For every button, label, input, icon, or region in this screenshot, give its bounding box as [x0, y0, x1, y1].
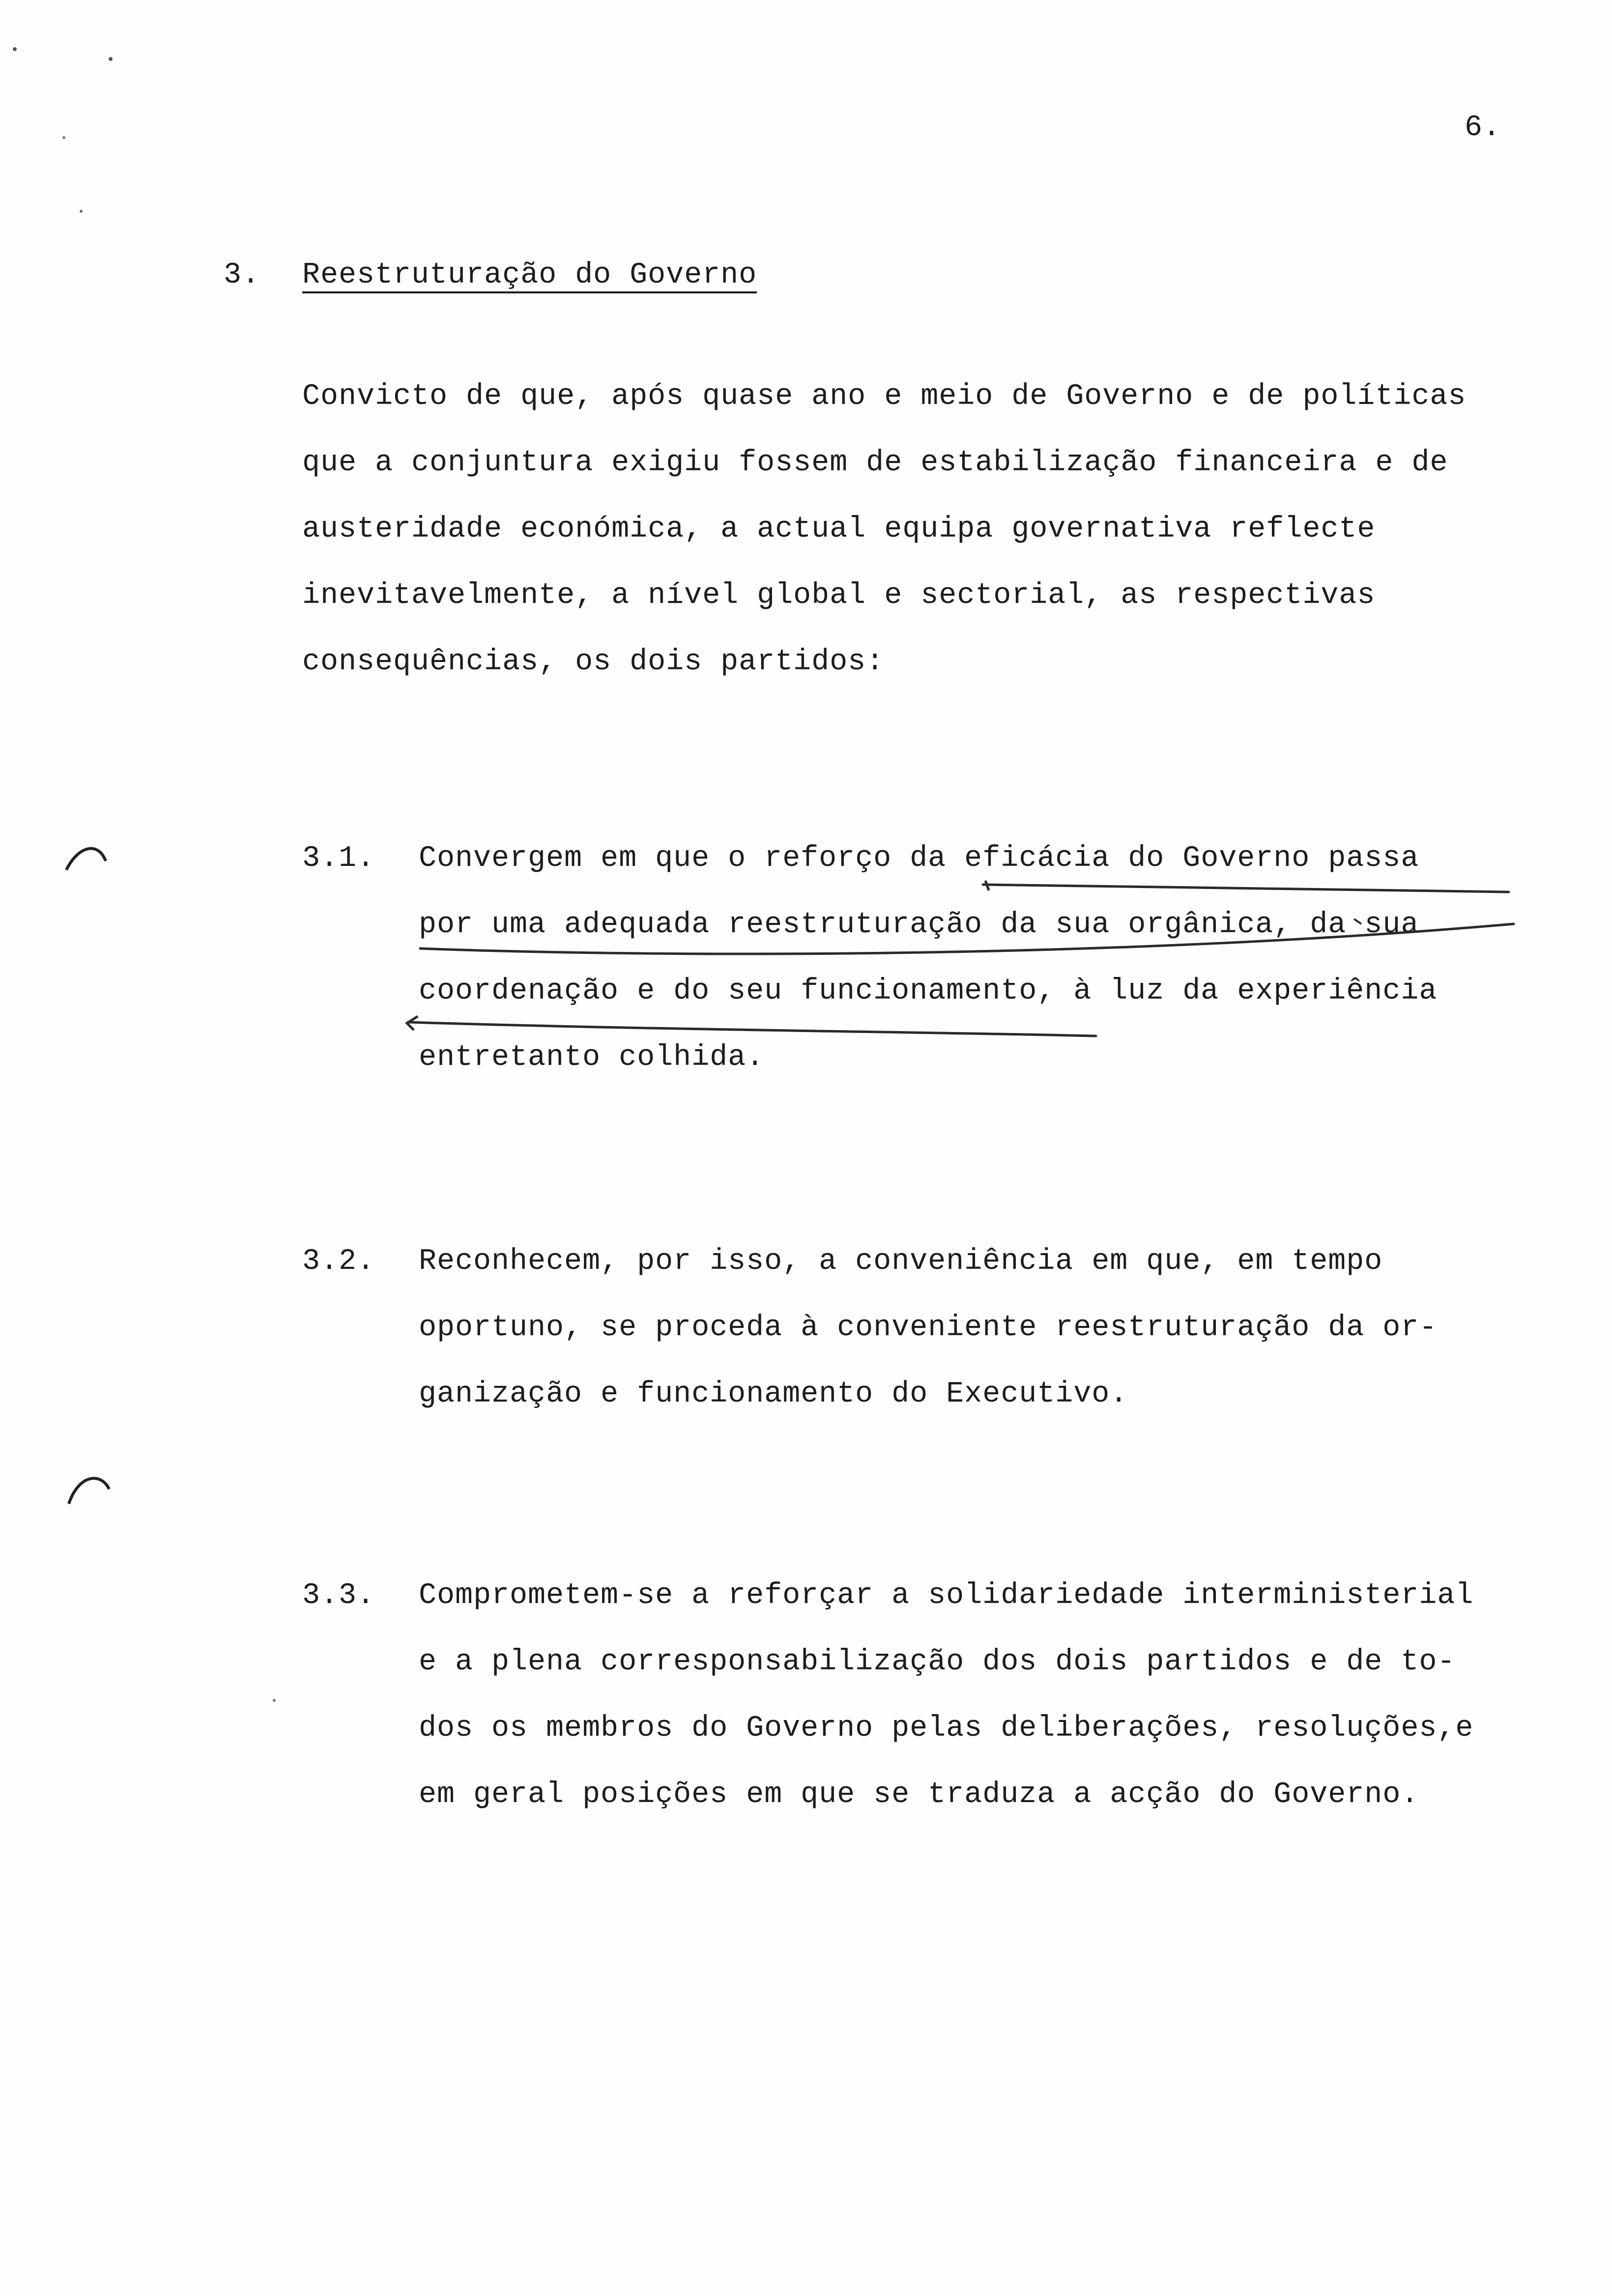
item-line: por uma adequada reestruturação da sua orgânica, da sua: [419, 908, 1419, 942]
item-number-3-3: 3.3.: [302, 1579, 375, 1612]
speck: [273, 1699, 276, 1702]
intro-line: Convicto de que, após quase ano e meio de Governo e de políticas: [302, 380, 1467, 413]
item-line: coordenação e do seu funcionamento, à luz da experiência: [419, 975, 1438, 1008]
intro-line: que a conjuntura exigiu fossem de estabilização financeira e de: [302, 446, 1448, 480]
pen-hook-3: [407, 1016, 418, 1030]
section-number: 3.: [224, 258, 260, 292]
item-line: ganização e funcionamento do Executivo.: [419, 1378, 1128, 1411]
item-line: dos os membros do Governo pelas deliberações, resoluções,e: [419, 1712, 1474, 1745]
page-number: 6.: [1465, 111, 1501, 144]
item-line: Reconhecem, por isso, a conveniência em que, em tempo: [419, 1245, 1383, 1278]
item-line: Comprometem-se a reforçar a solidariedade interministerial: [419, 1579, 1474, 1612]
speck: [62, 136, 65, 139]
item-text-3-1: [419, 826, 1437, 1091]
intro-line: austeridade económica, a actual equipa governativa reflecte: [302, 513, 1376, 546]
speck: [109, 57, 113, 61]
item-line: oportuno, se proceda à conveniente reestruturação da or-: [419, 1311, 1438, 1345]
item-number-3-1: 3.1.: [302, 842, 375, 875]
item-text-3-2: [419, 1229, 1437, 1428]
speck: [80, 210, 83, 213]
item-line: Convergem em que o reforço da eficácia do Governo passa: [419, 842, 1419, 875]
intro-paragraph: [302, 364, 1466, 695]
item-line: em geral posições em que se traduza a acção do Governo.: [419, 1778, 1419, 1811]
hole-punch-arc-2: [69, 1478, 109, 1504]
intro-line: consequências, os dois partidos:: [302, 645, 885, 679]
item-line: entretanto colhida.: [419, 1041, 765, 1074]
intro-line: inevitavelmente, a nível global e sectorial, as respectivas: [302, 579, 1376, 612]
section-title: Reestruturação do Governo: [302, 258, 757, 292]
item-text-3-3: [419, 1563, 1473, 1828]
speck: [13, 47, 17, 51]
item-line: e a plena corresponsabilização dos dois partidos e de to-: [419, 1645, 1456, 1679]
item-number-3-2: 3.2.: [302, 1245, 375, 1278]
hole-punch-arc-1: [66, 849, 106, 870]
